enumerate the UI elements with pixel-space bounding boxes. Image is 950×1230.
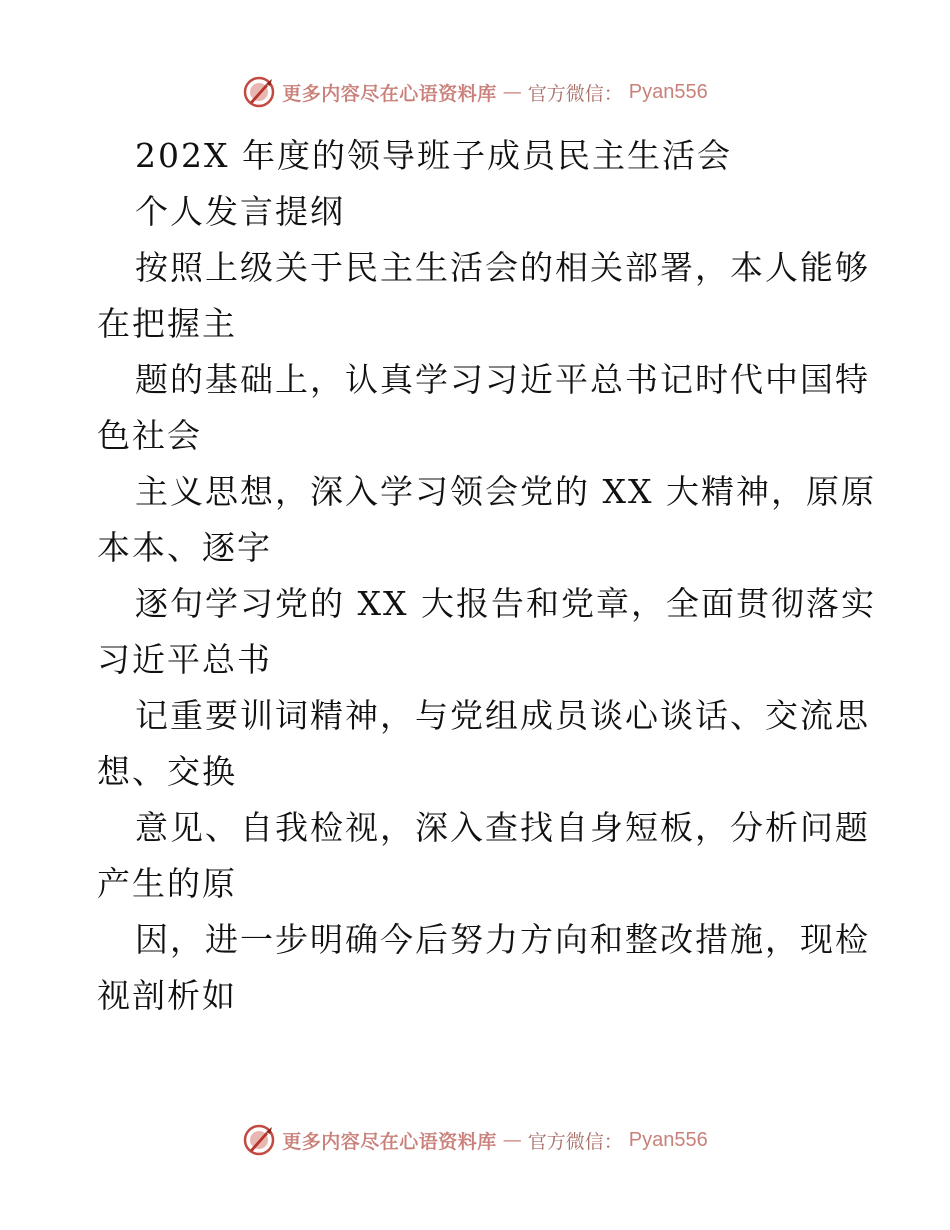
paragraph-line: 逐句学习党的 XX 大报告和党章，全面贯彻落实 <box>135 584 876 623</box>
paragraph-line: 主义思想，深入学习领会党的 XX 大精神，原原 <box>135 472 876 511</box>
paragraph-line: 习近平总书 <box>97 640 272 679</box>
paragraph-line: 按照上级关于民主生活会的相关部署，本人能够 <box>135 248 870 287</box>
brand-text: 更多内容尽在心语资料库 <box>282 1130 497 1153</box>
doc-subtitle-line: 个人发言提纲 <box>135 192 345 231</box>
paragraph-line: 记重要训词精神，与党组成员谈心谈话、交流思 <box>135 696 870 735</box>
paragraph-line: 意见、自我检视，深入查找自身短板，分析问题 <box>135 808 870 847</box>
banner-separator: — <box>502 81 522 103</box>
brand-text: 更多内容尽在心语资料库 <box>282 82 497 105</box>
paragraph-line: 因，进一步明确今后努力方向和整改措施，现检 <box>135 920 870 959</box>
quill-seal-icon <box>242 75 276 109</box>
quill-seal-icon <box>242 1123 276 1157</box>
wechat-label: 官方微信： <box>527 82 623 105</box>
paragraph-line: 题的基础上，认真学习习近平总书记时代中国特 <box>135 360 870 399</box>
wechat-label: 官方微信： <box>527 1130 623 1153</box>
document-body <box>97 128 876 1024</box>
footer-banner <box>0 1120 950 1160</box>
paragraph-line: 产生的原 <box>97 864 237 903</box>
wechat-id: Pyan556 <box>628 1128 708 1151</box>
header-banner <box>0 72 950 112</box>
doc-title-line: 202X 年度的领导班子成员民主生活会 <box>135 136 732 175</box>
paragraph-line: 色社会 <box>97 416 202 455</box>
wechat-id: Pyan556 <box>628 80 708 103</box>
paragraph-line: 本本、逐字 <box>97 528 272 567</box>
paragraph-line: 在把握主 <box>97 304 237 343</box>
paragraph-line: 视剖析如 <box>97 976 237 1015</box>
paragraph-line: 想、交换 <box>97 752 237 791</box>
banner-separator: — <box>502 1129 522 1151</box>
